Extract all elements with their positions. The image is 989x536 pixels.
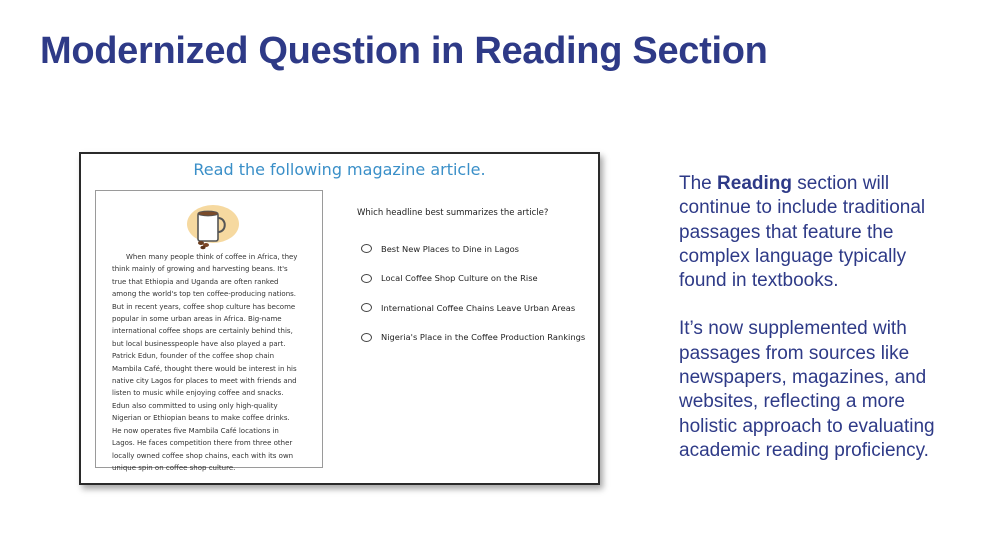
answer-option-label[interactable]: Best New Places to Dine in Lagos xyxy=(381,243,519,254)
answer-option[interactable] xyxy=(361,293,585,323)
passage-line: locally owned coffee shop chains, each with its own xyxy=(112,451,294,460)
passage-line: unique spin on coffee shop culture. xyxy=(112,463,236,472)
description-paragraph-1 xyxy=(679,172,979,293)
passage-line: Patrick Edun, founder of the coffee shop chain xyxy=(112,352,275,361)
question-prompt: Which headline best summarizes the article? xyxy=(357,208,549,218)
answer-option-label[interactable]: Local Coffee Shop Culture on the Rise xyxy=(381,273,538,284)
slide-title: Modernized Question in Reading Section xyxy=(40,30,768,72)
description-suffix: section will xyxy=(791,173,890,194)
passage-line: among the world's top ten coffee-producing nations. xyxy=(112,290,297,299)
radio-button-icon[interactable] xyxy=(361,333,372,342)
description-line: passages from sources like xyxy=(679,342,910,364)
reading-keyword: Reading xyxy=(717,173,792,194)
radio-button-icon[interactable] xyxy=(361,244,372,253)
passage-line: He now operates five Mambila Café locations in xyxy=(112,426,279,435)
description-line: found in textbooks. xyxy=(679,270,839,292)
description-prefix: The xyxy=(679,173,718,194)
passage-line: When many people think of coffee in Africa, they xyxy=(126,253,298,261)
slide-description xyxy=(679,172,979,463)
passage-line: Nigerian or Ethiopian beans to make coffee drinks. xyxy=(112,414,290,423)
passage-line: true that Ethiopia and Uganda are often ranked xyxy=(112,277,279,286)
passage-line: Edun also committed to using only high-quality xyxy=(112,401,278,410)
description-line: academic reading proficiency. xyxy=(679,439,929,461)
passage-line: Lagos. He faces competition there from three other xyxy=(112,439,293,448)
article-passage-panel[interactable] xyxy=(95,190,323,472)
coffee-mug-icon xyxy=(180,199,242,251)
description-line: It’s now supplemented with xyxy=(679,318,907,340)
passage-line: Mambila Café, thought there would be interest in his xyxy=(112,364,297,373)
reading-instruction: Read the following magazine article. xyxy=(193,160,486,179)
article-text xyxy=(112,251,312,474)
radio-button-icon[interactable] xyxy=(361,303,372,312)
description-line: websites, reflecting a more xyxy=(679,391,905,413)
answer-option-label[interactable]: International Coffee Chains Leave Urban Areas xyxy=(381,302,576,313)
answer-option[interactable] xyxy=(361,323,585,353)
passage-line: native city Lagos for places to meet with friends and xyxy=(112,377,297,386)
passage-line: popular in some urban areas in Africa. Big-name xyxy=(112,315,282,324)
answer-option-label[interactable]: Nigeria's Place in the Coffee Production Rankings xyxy=(381,332,586,343)
exam-screenshot xyxy=(79,152,600,485)
radio-button-icon[interactable] xyxy=(361,274,372,283)
description-paragraph-2 xyxy=(679,317,979,463)
passage-line: but local businesspeople have also played a part. xyxy=(112,339,286,348)
description-line: complex language typically xyxy=(679,245,907,267)
description-line: passages that feature the xyxy=(679,221,894,243)
passage-line: think mainly of growing and harvesting beans. It's xyxy=(112,265,288,274)
description-line xyxy=(679,172,979,196)
passage-line: listen to music while enjoying coffee and snacks. xyxy=(112,389,284,398)
description-line: newspapers, magazines, and xyxy=(679,367,927,389)
answer-option[interactable] xyxy=(361,264,585,294)
description-line: holistic approach to evaluating xyxy=(679,415,935,437)
answer-options xyxy=(361,234,585,352)
passage-line: international coffee shops are certainly behind this, xyxy=(112,327,293,336)
answer-option[interactable] xyxy=(361,234,585,264)
passage-line: But in recent years, coffee shop culture has become xyxy=(112,302,296,311)
description-line: continue to include traditional xyxy=(679,197,926,219)
